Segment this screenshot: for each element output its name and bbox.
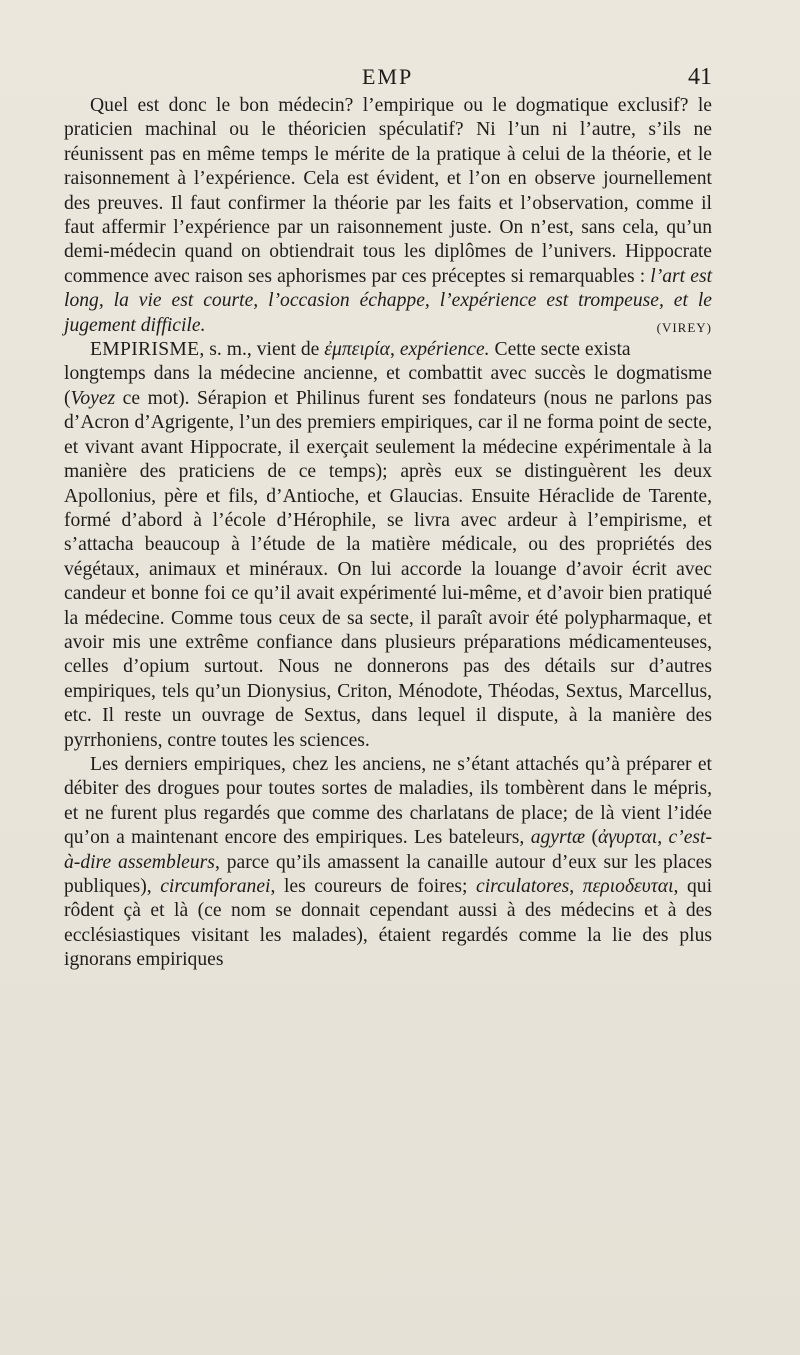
paragraph-derniers-empiriques xyxy=(64,753,712,973)
greek-word: ἐμπειρία xyxy=(324,339,390,361)
running-title: EMP xyxy=(362,64,414,89)
running-header xyxy=(62,64,712,94)
paragraph-bon-medecin xyxy=(64,94,712,338)
cross-reference: Voyez xyxy=(70,387,116,409)
greek-word: ἀγυρται xyxy=(598,827,658,849)
text-run: ce mot). Sérapion et Philinus furent ses fondateurs (nous ne parlons pas d’Acron d’Agrigente, l’un des premiers empiriques, car il ne forma point de secte, et vivant avant Hippocrate, il exerçait seulement la médecine expérimentale à la manière des praticiens de ce temps); après eux se distinguèrent les deux Apollonius, père et fils, d’Antioche, et Glaucias. Ensuite Héraclide de Tarente, formé d’abord à l’école d’Hérophile, se livra avec ardeur à l’empirisme, et s’attacha beaucoup à l’étude de la matière médicale, ou des propriétés des végétaux, animaux et minéraux. On lui accorde la louange d’avoir écrit avec candeur et bonne foi ce qu’il avait expérimenté lui-même, et d’avoir bien pratiqué la médecine. Comme tous ceux de sa secte, il paraît avoir été polypharmaque, et avoir mis une extrême confiance dans plusieurs préparations médicamenteuses, celles d’opium surtout. Nous ne donnerons pas des détails sur d’autres empiriques, tels qu’un Dionysius, Criton, Ménodote, Théodas, Sextus, Marcellus, etc. Il reste un ouvrage de Sextus, dans lequel il dispute, à la manière des pyrrhoniens, contre toutes les sciences. xyxy=(64,387,712,751)
italic-word: circulatores xyxy=(476,876,570,897)
text-run: Les derniers empiriques, chez les anciens, ne s’étant attachés qu’à préparer et débiter des drogues pour toutes sortes de maladies, ils tombèrent dans le mépris, et ne furent plus regardés que comme des charlatans de place; de là vient l’idée qu’on a maintenant encore des empiriques. Les bateleurs, xyxy=(64,753,712,849)
italic-quote: l’art est long, la vie est courte, l’occasion échappe, l’expérience est trompeuse, et le jugement difficile. xyxy=(64,265,713,336)
italic-word: circumforanei xyxy=(160,876,271,897)
text-run: , xyxy=(569,876,583,897)
article-empirisme xyxy=(64,338,712,753)
italic-word: expérience. xyxy=(399,339,490,361)
text-run: , xyxy=(389,339,400,361)
headword: EMPIRISME xyxy=(90,339,200,361)
text-run: , qui rôdent çà et là (ce nom se donnait cependant aussi à des médecins et à des ecclésiastiques visitant les malades), étaient regardés comme la lie des plus ignorans empiriques xyxy=(64,876,713,971)
text-run: , xyxy=(657,827,669,849)
text-run: ( xyxy=(585,827,599,849)
greek-word: περιοδευται xyxy=(582,876,674,897)
italic-word: agyrtæ xyxy=(530,827,586,849)
text-run: , parce qu’ils amassent la canaille autour d’eux sur les places publiques), xyxy=(64,851,713,897)
author-signature: (VIREY) xyxy=(656,319,712,335)
text-run: , les coureurs de foires; xyxy=(270,876,477,897)
text-run: , s. m., vient de xyxy=(199,339,325,361)
italic-phrase: c’est-à-dire assembleurs xyxy=(64,827,712,873)
text-run: Cette secte exista longtemps dans la médecine ancienne, et combattit avec succès le dogmatisme ( xyxy=(64,339,712,409)
page-number: 41 xyxy=(688,64,712,90)
text-run: Quel est donc le bon médecin? l’empirique ou le dogmatique exclusif? le praticien machinal ou le théoricien spéculatif? Ni l’un ni l’autre, s’ils ne réunissent pas en même temps le mérite de la pratique à celui de la théorie, et le raisonnement à l’expérience. Cela est évident, et l’on en observe journellement des preuves. Il faut confirmer la théorie par les faits et l’observation, comme il faut affermir l’expérience par un raisonnement juste. On n’est, sans cela, qu’un demi-médecin quand on obtiendrait tous les diplômes de l’univers. Hippocrate commence avec raison ses aphorismes par ces préceptes si remarquables : xyxy=(64,95,712,287)
body-text xyxy=(64,94,712,973)
